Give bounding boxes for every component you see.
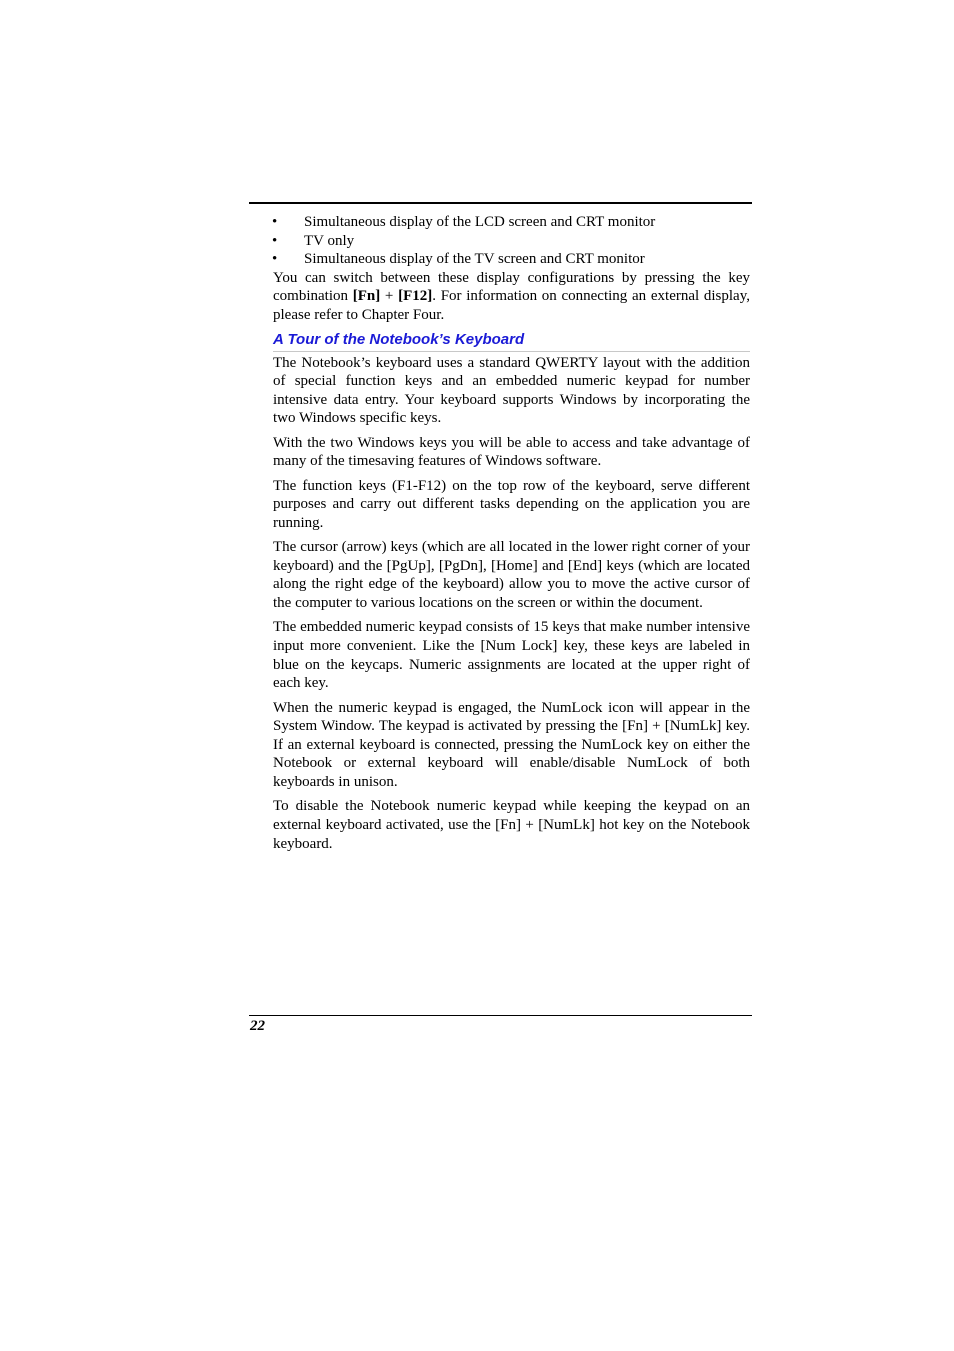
bullet-icon: • [272, 232, 278, 249]
key-f12: [F12] [398, 288, 433, 305]
bullet-icon: • [272, 251, 278, 268]
display-options-list [273, 213, 750, 269]
intro-paragraph: You can switch between these display configurations by pressing the key combination [Fn] + [F12]. For information on connecting an external display, please refer to Chapter Four. [273, 269, 750, 323]
page-number: 22 [250, 1018, 265, 1034]
key-fn: [Fn] [352, 288, 381, 305]
footer-rule [249, 1015, 752, 1016]
page-content [273, 213, 750, 859]
body-paragraph: The cursor (arrow) keys (which are all located in the lower right corner of your keyboard) and the [PgUp], [PgDn], [Home] and [End] keys (which are located along the right edge of the keyboard) allow you to move the active cursor of the computer to various locations on the screen or within the document. [273, 539, 750, 612]
body-paragraph: With the two Windows keys you will be able to access and take advantage of many of the timesaving features of Windows software. [273, 434, 750, 470]
list-item: • Simultaneous display of the LCD screen and CRT monitor [272, 214, 656, 230]
header-rule [249, 202, 752, 204]
section-heading: A Tour of the Notebook’s Keyboard [273, 330, 750, 352]
body-paragraph: When the numeric keypad is engaged, the NumLock icon will appear in the System Window. The keypad is activated by pressing the [Fn] + [NumLk] key. If an external keyboard is connected, pressing the NumLock key on either the Notebook or external keyboard will enable/disable NumLock of both keyboards in unison. [273, 699, 750, 791]
list-item: • TV only [272, 232, 355, 249]
body-paragraph: To disable the Notebook numeric keypad while keeping the keypad on an external keyboard activated, use the [Fn] + [NumLk] hot key on the Notebook keyboard. [273, 798, 750, 852]
body-paragraph: The Notebook’s keyboard uses a standard QWERTY layout with the addition of special function keys and an embedded numeric keypad for number intensive data entry. Your keyboard supports Windows by incorporating the two Windows specific keys. [273, 354, 750, 427]
list-item: • Simultaneous display of the TV screen and CRT monitor [272, 251, 645, 268]
body-paragraph: The function keys (F1-F12) on the top row of the keyboard, serve different purposes and carry out different tasks depending on the application you are running. [273, 477, 750, 531]
bullet-icon: • [272, 214, 278, 230]
body-paragraph: The embedded numeric keypad consists of 15 keys that make number intensive input more convenient. Like the [Num Lock] key, these keys are labeled in blue on the keycaps. Numeric assignments are located at the upper right of each key. [273, 619, 750, 692]
